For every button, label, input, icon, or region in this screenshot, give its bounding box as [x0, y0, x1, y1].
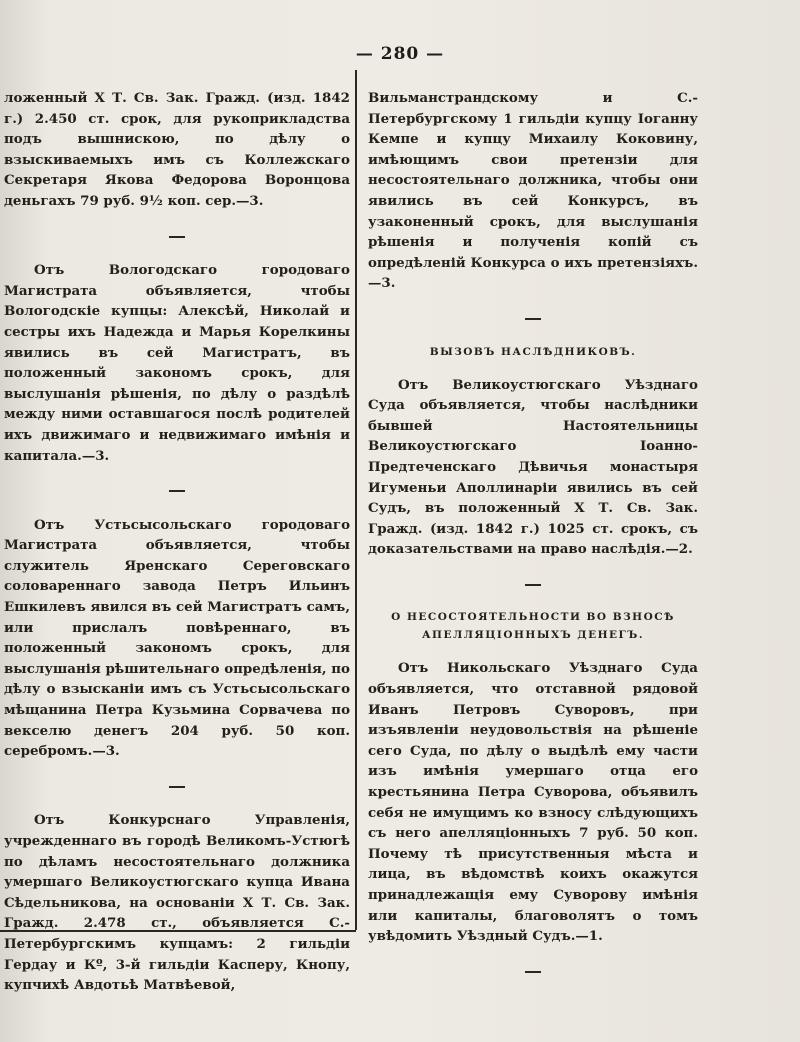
right-column: [368, 88, 698, 995]
left-column: [4, 88, 350, 996]
notice-vologda-magistrate: Отъ Вологодскаго городоваго Магистрата объявляется, чтобы Вологодскіе купцы: Алексѣй, Николай и сестры ихъ Надежда и Марья Корелкины явились въ сей Магистратъ, въ положенный закономъ срокъ, для выслушанія рѣшенія, по дѣлу о раздѣлѣ между ними оставшагося послѣ родителей ихъ движимаго и недвижимаго имѣнія и капитала.—3.: [4, 262, 350, 464]
notice-competition-administration: Отъ Конкурснаго Управленія, учрежденнаго въ городѣ Великомъ-Устюгѣ по дѣламъ несостоятельнаго должника умершаго Великоустюгскаго купца Ивана Сѣдельникова, на основаніи X Т. Св. Зак. Гражд. 2.478 ст., объявляется С.-Петербургскимъ купцамъ: 2 гильдіи Гердау и Кº, 3-й гильдіи Касперу, Кнопу, купчихѣ Авдотьѣ Матвѣевой,: [4, 812, 350, 994]
section-separator: [368, 306, 698, 327]
section-separator: [368, 959, 698, 980]
section-separator: [4, 774, 350, 795]
notice-heirs-summons: Отъ Великоустюгскаго Уѣзднаго Суда объявляется, чтобы наслѣдники бывшей Настоятельницы Великоустюгскаго Іоанно-Предтеченскаго Дѣвичья монастыря Игуменьи Аполлинаріи явились въ сей Судъ, въ положенный X Т. Св. Зак. Гражд. (изд. 1842 г.) 1025 ст. срокъ, съ доказательствами на право наслѣдія.—2.: [368, 376, 698, 558]
section-separator: [4, 478, 350, 499]
notice-ustsysolsk-magistrate: Отъ Устьсысольскаго городоваго Магистрата объявляется, чтобы служитель Яренскаго Сереговскаго соловареннаго завода Петръ Ильинъ Ешкилевъ явился въ сей Магистратъ самъ, или прислалъ повѣреннаго, въ положенный закономъ срокъ, для выслушанія рѣшительнаго опредѣленія, по дѣлу о взысканіи имъ съ Устьсысольскаго мѣщанина Петра Кузьмина Сорвачева по векселю денегъ 204 руб. 50 коп. серебромъ.—3.: [4, 516, 350, 760]
column-divider: [355, 70, 357, 930]
section-heading-heirs: ВЫЗОВЪ НАСЛѢДНИКОВЪ.: [429, 345, 637, 358]
notice-insolvency-appeal: Отъ Никольскаго Уѣзднаго Суда объявляется, что отставной рядовой Иванъ Петровъ Суворовъ, при изъявленіи неудовольствія на рѣшеніе сего Суда, по дѣлу о выдѣлѣ ему части изъ имѣнія умершаго отца его крестьянина Петра Суворова, объявилъ себя не имущимъ ко взносу слѣдующихъ съ него апелляціонныхъ 7 руб. 50 коп. Почему тѣ присутственныя мѣста и лица, въ вѣдомствѣ коихъ окажутся принадлежащія ему Суворову имѣнія или капиталы, благоволятъ о томъ увѣдомить Уѣздный Судъ.—1.: [368, 660, 698, 945]
section-separator: [368, 572, 698, 593]
notice-competition-continued: Вильманстрандскому и С.-Петербургскому 1 гильдіи купцу Іоганну Кемпе и купцу Михаилу Коковину, имѣющимъ свои претензіи для несостоятельнаго должника, чтобы они явились въ сей Конкурсъ, въ узаконенный срокъ, для выслушанія рѣшенія и полученія копій съ опредѣленій Конкурса о ихъ претензіяхъ.—3.: [368, 90, 698, 292]
notice-continuation: ложенный X Т. Св. Зак. Гражд. (изд. 1842 г.) 2.450 ст. срок, для рукоприкладства подъ вышнискою, по дѣлу о взыскиваемыхъ имъ съ Коллежскаго Секретаря Якова Федорова Воронцова деньгахъ 79 руб. 9½ коп. сер.—3.: [4, 90, 350, 209]
section-heading-insolvency: О НЕСОСТОЯТЕЛЬНОСТИ ВО ВЗНОСѢ АПЕЛЛЯЦІОННЫХЪ ДЕНЕГЪ.: [391, 611, 675, 642]
section-separator: [4, 224, 350, 245]
page-number: — 280 —: [355, 44, 445, 64]
